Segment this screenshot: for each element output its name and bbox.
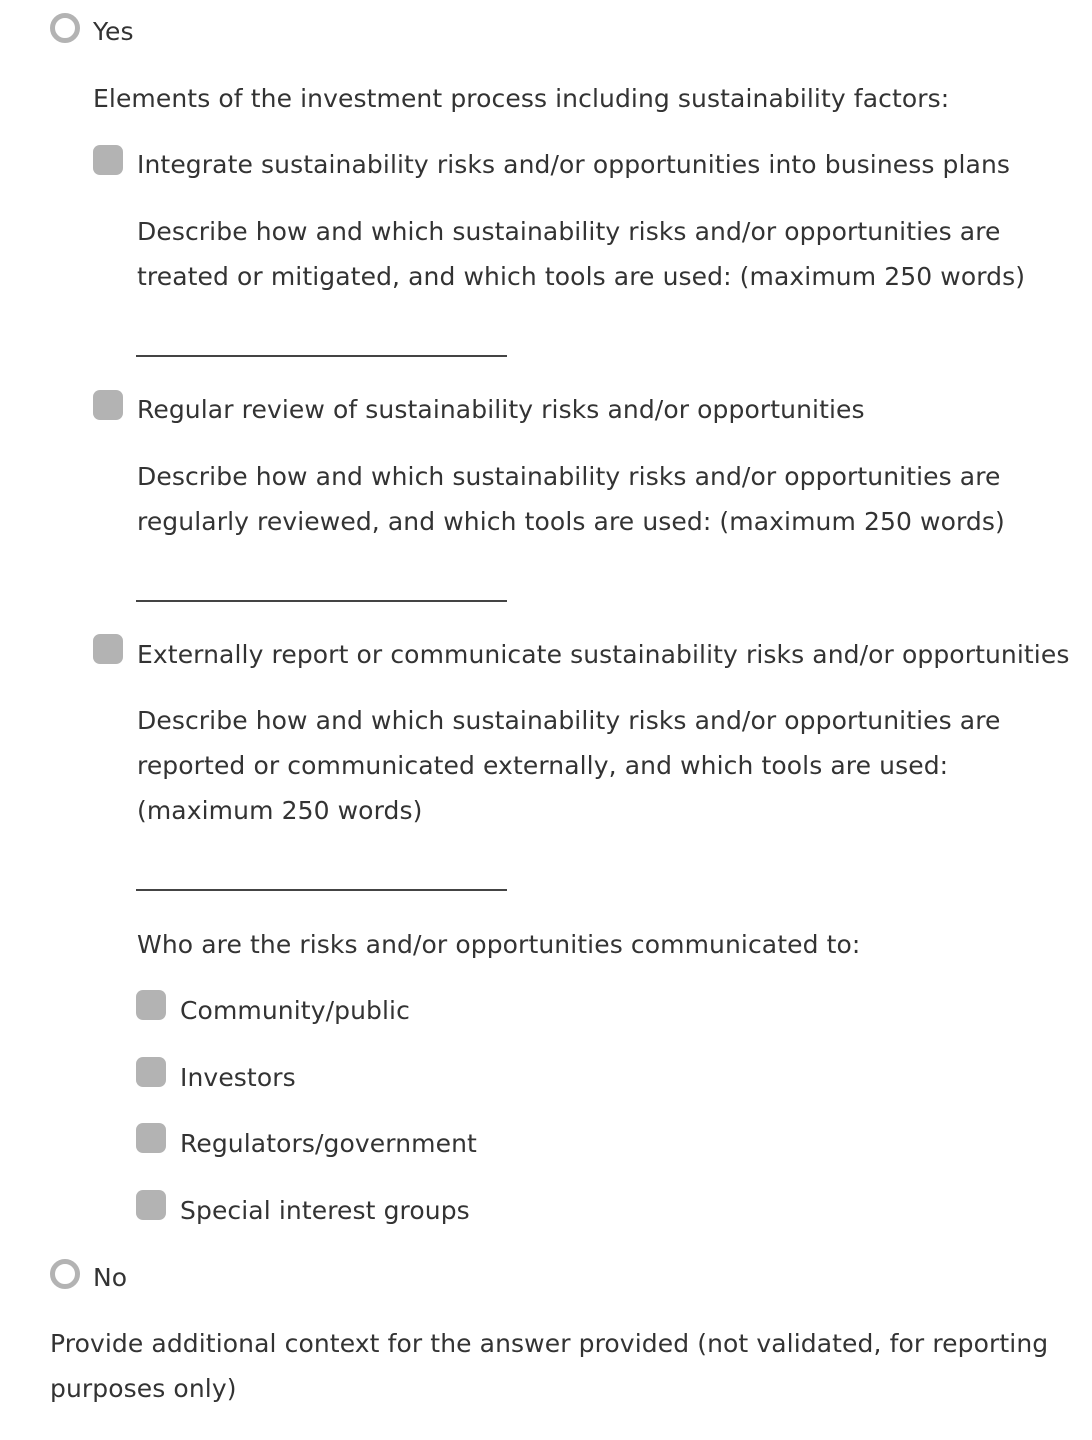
- investors-checkbox[interactable]: [136, 1057, 166, 1087]
- community-public-label[interactable]: Community/public: [180, 996, 410, 1025]
- investors-label[interactable]: Investors: [180, 1063, 296, 1092]
- regulators-government-label[interactable]: Regulators/government: [180, 1129, 477, 1158]
- yes-label[interactable]: Yes: [93, 17, 134, 46]
- integrate-prompt-line-1: Describe how and which sustainability risks and/or opportunities are: [137, 217, 1001, 246]
- integrate-prompt-line-2: treated or mitigated, and which tools are used: (maximum 250 words): [137, 262, 1026, 291]
- integrate-business-plans-label[interactable]: Integrate sustainability risks and/or opportunities into business plans: [137, 150, 1011, 179]
- regular-review-prompt-line-1: Describe how and which sustainability risks and/or opportunities are: [137, 462, 1001, 491]
- external-report-label[interactable]: Externally report or communicate sustainability risks and/or opportunities: [137, 640, 1070, 669]
- no-radio[interactable]: [50, 1259, 80, 1289]
- external-report-prompt-line-1: Describe how and which sustainability risks and/or opportunities are: [137, 706, 1001, 735]
- integrate-answer-field[interactable]: [136, 355, 507, 357]
- community-public-checkbox[interactable]: [136, 990, 166, 1020]
- regular-review-label[interactable]: Regular review of sustainability risks and/or opportunities: [137, 395, 865, 424]
- external-report-prompt-line-3: (maximum 250 words): [137, 796, 423, 825]
- elements-heading: Elements of the investment process including sustainability factors:: [93, 84, 950, 113]
- special-interest-groups-label[interactable]: Special interest groups: [180, 1196, 470, 1225]
- regulators-government-checkbox[interactable]: [136, 1123, 166, 1153]
- special-interest-groups-checkbox[interactable]: [136, 1190, 166, 1220]
- regular-review-checkbox[interactable]: [93, 390, 123, 420]
- regular-review-answer-field[interactable]: [136, 600, 507, 602]
- integrate-business-plans-checkbox[interactable]: [93, 145, 123, 175]
- no-label[interactable]: No: [93, 1263, 128, 1292]
- regular-review-prompt-line-2: regularly reviewed, and which tools are used: (maximum 250 words): [137, 507, 1005, 536]
- external-report-prompt-line-2: reported or communicated externally, and which tools are used:: [137, 751, 949, 780]
- audience-heading: Who are the risks and/or opportunities communicated to:: [137, 930, 861, 959]
- context-prompt-line-2: purposes only): [50, 1374, 237, 1403]
- yes-radio[interactable]: [50, 13, 80, 43]
- external-report-answer-field[interactable]: [136, 889, 507, 891]
- external-report-checkbox[interactable]: [93, 634, 123, 664]
- context-prompt-line-1: Provide additional context for the answer provided (not validated, for reporting: [50, 1329, 1049, 1358]
